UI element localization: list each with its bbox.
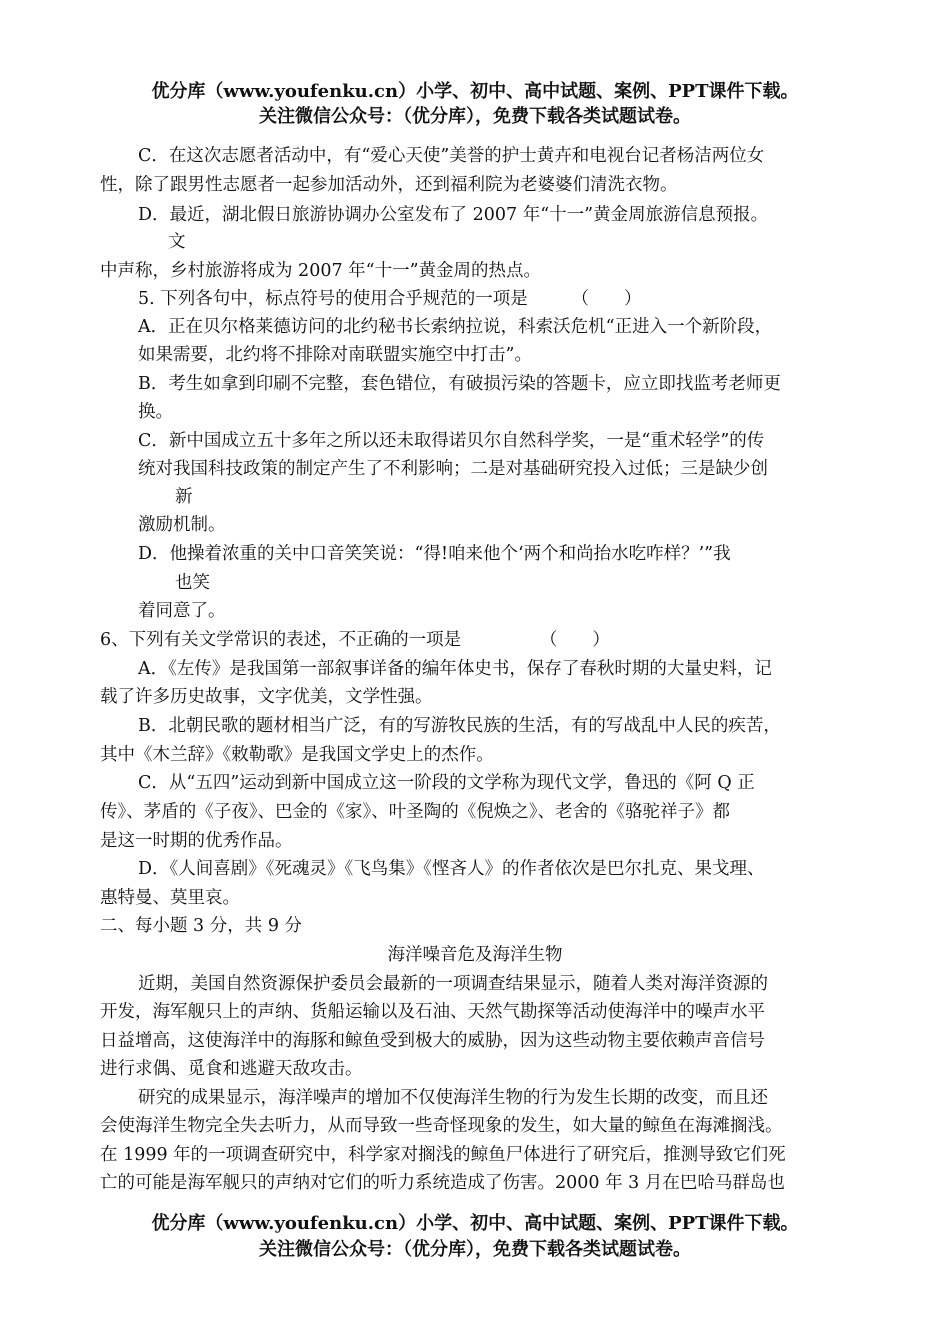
q5-option-d-line-1: D．他操着浓重的关中口音笑笑说：“得!咱来他个‘两个和尚抬水吃咋样？’”我	[138, 544, 731, 564]
option-d-line-2: 文	[168, 232, 186, 252]
passage-p1-line-3: 日益增高，这使海洋中的海豚和鲸鱼受到极大的威胁，因为这些动物主要依赖声音信号	[100, 1031, 765, 1051]
q5-option-b-line-1: B．考生如拿到印刷不完整，套色错位，有破损污染的答题卡，应立即找监考老师更	[138, 374, 781, 394]
question-5-stem: 5. 下列各句中，标点符号的使用合乎规范的一项是 （ ）	[138, 289, 642, 309]
passage-p1-line-4: 进行求偶、觅食和逃避天敌攻击。	[100, 1059, 363, 1079]
q5-option-b-line-2: 换。	[138, 402, 173, 422]
q6-option-c-line-1: C．从“五四”运动到新中国成立这一阶段的文学称为现代文学，鲁迅的《阿 Q 正	[138, 773, 755, 793]
footer-line-2: 关注微信公众号：（优分库），免费下载各类试题试卷。	[259, 1239, 691, 1260]
q5-option-a-line-1: A．正在贝尔格莱德访问的北约秘书长索纳拉说，科索沃危机“正进入一个新阶段，	[138, 317, 773, 337]
header-line-2: 关注微信公众号：（优分库），免费下载各类试题试卷。	[259, 106, 691, 127]
q6-option-c-line-3: 是这一时期的优秀作品。	[100, 831, 293, 851]
option-d-line-1: D．最近，湖北假日旅游协调办公室发布了 2007 年“十一”黄金周旅游信息预报。	[138, 205, 769, 225]
q6-option-a-line-2: 载了许多历史故事，文字优美，文学性强。	[100, 687, 433, 707]
option-c-line-2: 性，除了跟男性志愿者一起参加活动外，还到福利院为老婆婆们清洗衣物。	[100, 175, 678, 195]
passage-p2-line-3: 在 1999 年的一项调查研究中，科学家对搁浅的鲸鱼尸体进行了研究后，推测导致它们死	[100, 1145, 786, 1165]
q6-option-b-line-1: B．北朝民歌的题材相当广泛，有的写游牧民族的生活，有的写战乱中人民的疾苦，	[138, 716, 781, 736]
q6-option-d-line-1: D．《人间喜剧》《死魂灵》《飞鸟集》《悭吝人》的作者依次是巴尔扎克、果戈理、	[138, 859, 765, 879]
footer-line-1: 优分库（www.youfenku.cn）小学、初中、高中试题、案例、PPT课件下载。	[151, 1213, 799, 1234]
q5-option-c-line-4: 激励机制。	[138, 515, 226, 535]
q6-option-c-line-2: 传》、茅盾的《子夜》、巴金的《家》、叶圣陶的《倪焕之》、老舍的《骆驼祥子》都	[100, 802, 730, 822]
q5-option-d-line-3: 着同意了。	[138, 601, 226, 621]
q5-option-a-line-2: 如果需要，北约将不排除对南联盟实施空中打击”。	[138, 345, 532, 365]
question-6-stem: 6、下列有关文学常识的表述，不正确的一项是 （ ）	[100, 630, 610, 650]
passage-p2-line-2: 会使海洋生物完全失去听力，从而导致一些奇怪现象的发生，如大量的鲸鱼在海滩搁浅。	[100, 1116, 783, 1136]
passage-p2-line-4: 亡的可能是海军舰只的声纳对它们的听力系统造成了伤害。2000 年 3 月在巴哈马群岛也	[100, 1173, 785, 1193]
q6-option-a-line-1: A．《左传》是我国第一部叙事详备的编年体史书，保存了春秋时期的大量史料，记	[138, 659, 772, 679]
passage-p1-line-2: 开发，海军舰只上的声纳、货船运输以及石油、天然气勘探等活动使海洋中的噪声水平	[100, 1002, 765, 1022]
q5-option-c-line-3: 新	[175, 487, 193, 507]
option-c-line-1: C．在这次志愿者活动中，有“爱心天使”美誉的护士黄卉和电视台记者杨洁两位女	[138, 146, 765, 166]
q6-option-d-line-2: 惠特曼、莫里哀。	[100, 888, 240, 908]
passage-p2-line-1: 研究的成果显示，海洋噪声的增加不仅使海洋生物的行为发生长期的改变，而且还	[138, 1088, 768, 1108]
passage-p1-line-1: 近期，美国自然资源保护委员会最新的一项调查结果显示，随着人类对海洋资源的	[138, 974, 768, 994]
option-d-line-3: 中声称，乡村旅游将成为 2007 年“十一”黄金周的热点。	[100, 261, 542, 281]
q5-option-c-line-1: C．新中国成立五十多年之所以还未取得诺贝尔自然科学奖，一是“重术轻学”的传	[138, 431, 765, 451]
q5-option-d-line-2: 也笑	[175, 573, 210, 593]
header-line-1: 优分库（www.youfenku.cn）小学、初中、高中试题、案例、PPT课件下载。	[151, 81, 799, 102]
q5-option-c-line-2: 统对我国科技政策的制定产生了不利影响；二是对基础研究投入过低；三是缺少创	[138, 459, 768, 479]
section-2-heading: 二、每小题 3 分，共 9 分	[100, 916, 303, 936]
passage-title: 海洋噪音危及海洋生物	[387, 945, 563, 965]
q6-option-b-line-2: 其中《木兰辞》《敕勒歌》是我国文学史上的杰作。	[100, 745, 494, 765]
